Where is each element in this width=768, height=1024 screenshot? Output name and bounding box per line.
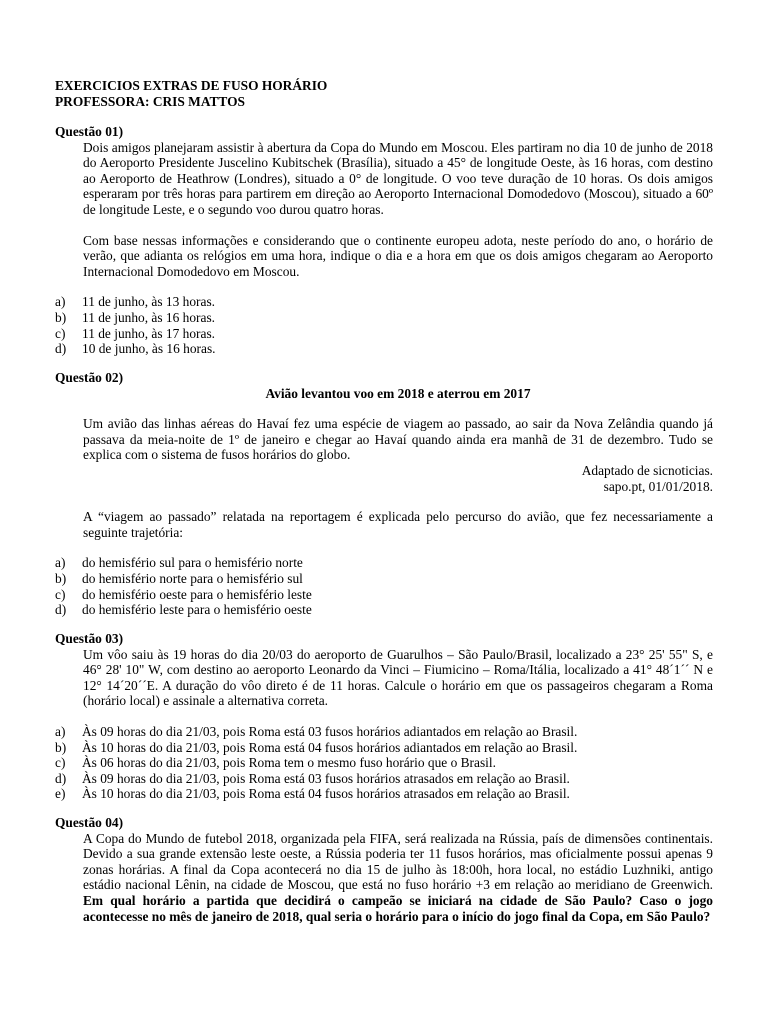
- question-text: [83, 831, 713, 925]
- question-prompt-bold: Em qual horário a partida que decidirá o campeão se iniciará na cidade de São Paulo? Caso o jogo acontecesse no mês de janeiro de 2018, qual seria o horário para o início do jogo final da Copa, em São Paulo?: [83, 892, 713, 924]
- answer-option[interactable]: [55, 771, 713, 787]
- question-title: Questão 03): [55, 631, 124, 646]
- question-text: Um vôo saiu às 19 horas do dia 20/03 do aeroporto de Guarulhos – São Paulo/Brasil, localizado a 23° 25' 55" S, e 46° 28' 10" W, com destino ao aeroporto Leonardo da Vinci – Fiumicino – Roma/Itália, localizado a 41° 48´1´´ N e 12° 14´20´´E. A duração do vôo direto é de 11 horas. Calcule o horário em que os passageiros chegaram a Roma (horário local) e assinale a alternativa correta.: [83, 646, 713, 709]
- document-header: [55, 78, 327, 109]
- option-text: do hemisfério oeste para o hemisfério leste: [82, 586, 312, 602]
- option-text: 11 de junho, às 13 horas.: [82, 294, 216, 310]
- question-prompt: Com base nessas informações e considerando que o continente europeu adota, neste período do ano, o horário de verão, que adianta os relógios em uma hora, indique o dia e a hora em que os dois amigos chegaram ao Aeroporto Internacional Domodedovo em Moscou.: [83, 232, 713, 279]
- option-letter: c): [55, 755, 66, 771]
- option-text: 11 de junho, às 17 horas.: [82, 325, 216, 341]
- option-letter: b): [55, 570, 67, 586]
- source-line: Adaptado de sicnoticias.: [581, 462, 713, 478]
- answer-options: [55, 724, 713, 802]
- option-letter: e): [55, 786, 66, 802]
- option-text: Às 06 horas do dia 21/03, pois Roma tem o mesmo fuso horário que o Brasil.: [82, 755, 496, 771]
- option-text: do hemisfério norte para o hemisfério sul: [82, 570, 303, 586]
- answer-option[interactable]: [55, 755, 713, 771]
- option-letter: a): [55, 294, 66, 310]
- question-03: [55, 631, 713, 802]
- option-text: Às 09 horas do dia 21/03, pois Roma está 03 fusos horários atrasados em relação ao Brasil.: [82, 770, 570, 786]
- question-context: A Copa do Mundo de futebol 2018, organizada pela FIFA, será realizada na Rússia, país de dimensões continentais. Devido a sua grande extensão leste oeste, a Rússia poderia ter 11 fusos horários, mas oficialmente possui apenas 9 zonas horárias. A final da Copa acontecerá no dia 15 de julho às 18:00h, hora local, no estádio Luzhniki, antigo estádio nacional Lênin, na cidade de Moscou, que está no fuso horário +3 em relação ao meridiano de Greenwich.: [83, 830, 713, 893]
- answer-option[interactable]: [55, 724, 713, 740]
- question-text: Um avião das linhas aéreas do Havaí fez uma espécie de viagem ao passado, ao sair da Nova Zelândia quando já passava da meia-noite de 1º de janeiro e chegar ao Havaí quando ainda era manhã de 31 de dezembro. Tudo se explica com o sistema de fusos horários do globo.: [83, 416, 713, 463]
- option-text: 10 de junho, às 16 horas.: [82, 341, 216, 357]
- teacher-name: PROFESSORA: CRIS MATTOS: [55, 93, 245, 109]
- option-text: Às 09 horas do dia 21/03, pois Roma está 03 fusos horários adiantados em relação ao Brasil.: [82, 723, 578, 739]
- answer-option[interactable]: [55, 602, 713, 618]
- question-02: [55, 370, 713, 618]
- option-text: Às 10 horas do dia 21/03, pois Roma está 04 fusos horários atrasados em relação ao Brasil.: [82, 786, 570, 802]
- answer-option[interactable]: [55, 326, 713, 342]
- answer-option[interactable]: [55, 555, 713, 571]
- option-letter: a): [55, 723, 66, 739]
- answer-option[interactable]: [55, 740, 713, 756]
- question-01: [55, 124, 713, 357]
- answer-option[interactable]: [55, 341, 713, 357]
- answer-option[interactable]: [55, 786, 713, 802]
- question-04: [55, 815, 713, 924]
- option-letter: c): [55, 586, 66, 602]
- option-letter: b): [55, 739, 67, 755]
- question-title: Questão 01): [55, 124, 124, 139]
- option-text: do hemisfério sul para o hemisfério norte: [82, 555, 303, 571]
- document-title: EXERCICIOS EXTRAS DE FUSO HORÁRIO: [55, 78, 328, 93]
- question-text: Dois amigos planejaram assistir à abertura da Copa do Mundo em Moscou. Eles partiram no dia 10 de junho de 2018 do Aeroporto Presidente Juscelino Kubitschek (Brasília), situado a 45° de longitude Oeste, às 16 horas, com destino ao Aeroporto de Heathrow (Londres), situado a 0° de longitude. O voo teve duração de 10 horas. Os dois amigos esperaram por três horas para partirem em direção ao Aeroporto Internacional Domodedovo (Moscou), situado a 60º de longitude Leste, e o segundo voo durou quatro horas.: [83, 139, 713, 217]
- option-letter: a): [55, 555, 66, 571]
- article-headline: Avião levantou voo em 2018 e aterrou em 2017: [265, 385, 531, 401]
- question-title: Questão 02): [55, 370, 124, 385]
- source-line: sapo.pt, 01/01/2018.: [603, 478, 713, 494]
- answer-option[interactable]: [55, 310, 713, 326]
- option-letter: d): [55, 602, 67, 618]
- answer-option[interactable]: [55, 294, 713, 310]
- option-text: do hemisfério leste para o hemisfério oeste: [82, 602, 312, 618]
- option-text: Às 10 horas do dia 21/03, pois Roma está 04 fusos horários adiantados em relação ao Brasil.: [82, 739, 578, 755]
- answer-option[interactable]: [55, 571, 713, 587]
- question-prompt: A “viagem ao passado” relatada na reportagem é explicada pelo percurso do avião, que fez necessariamente a seguinte trajetória:: [83, 509, 713, 540]
- option-letter: d): [55, 770, 67, 786]
- question-title: Questão 04): [55, 815, 124, 830]
- answer-options: [55, 294, 713, 356]
- option-text: 11 de junho, às 16 horas.: [82, 309, 216, 325]
- option-letter: c): [55, 325, 66, 341]
- option-letter: d): [55, 341, 67, 357]
- answer-options: [55, 555, 713, 617]
- answer-option[interactable]: [55, 587, 713, 603]
- option-letter: b): [55, 309, 67, 325]
